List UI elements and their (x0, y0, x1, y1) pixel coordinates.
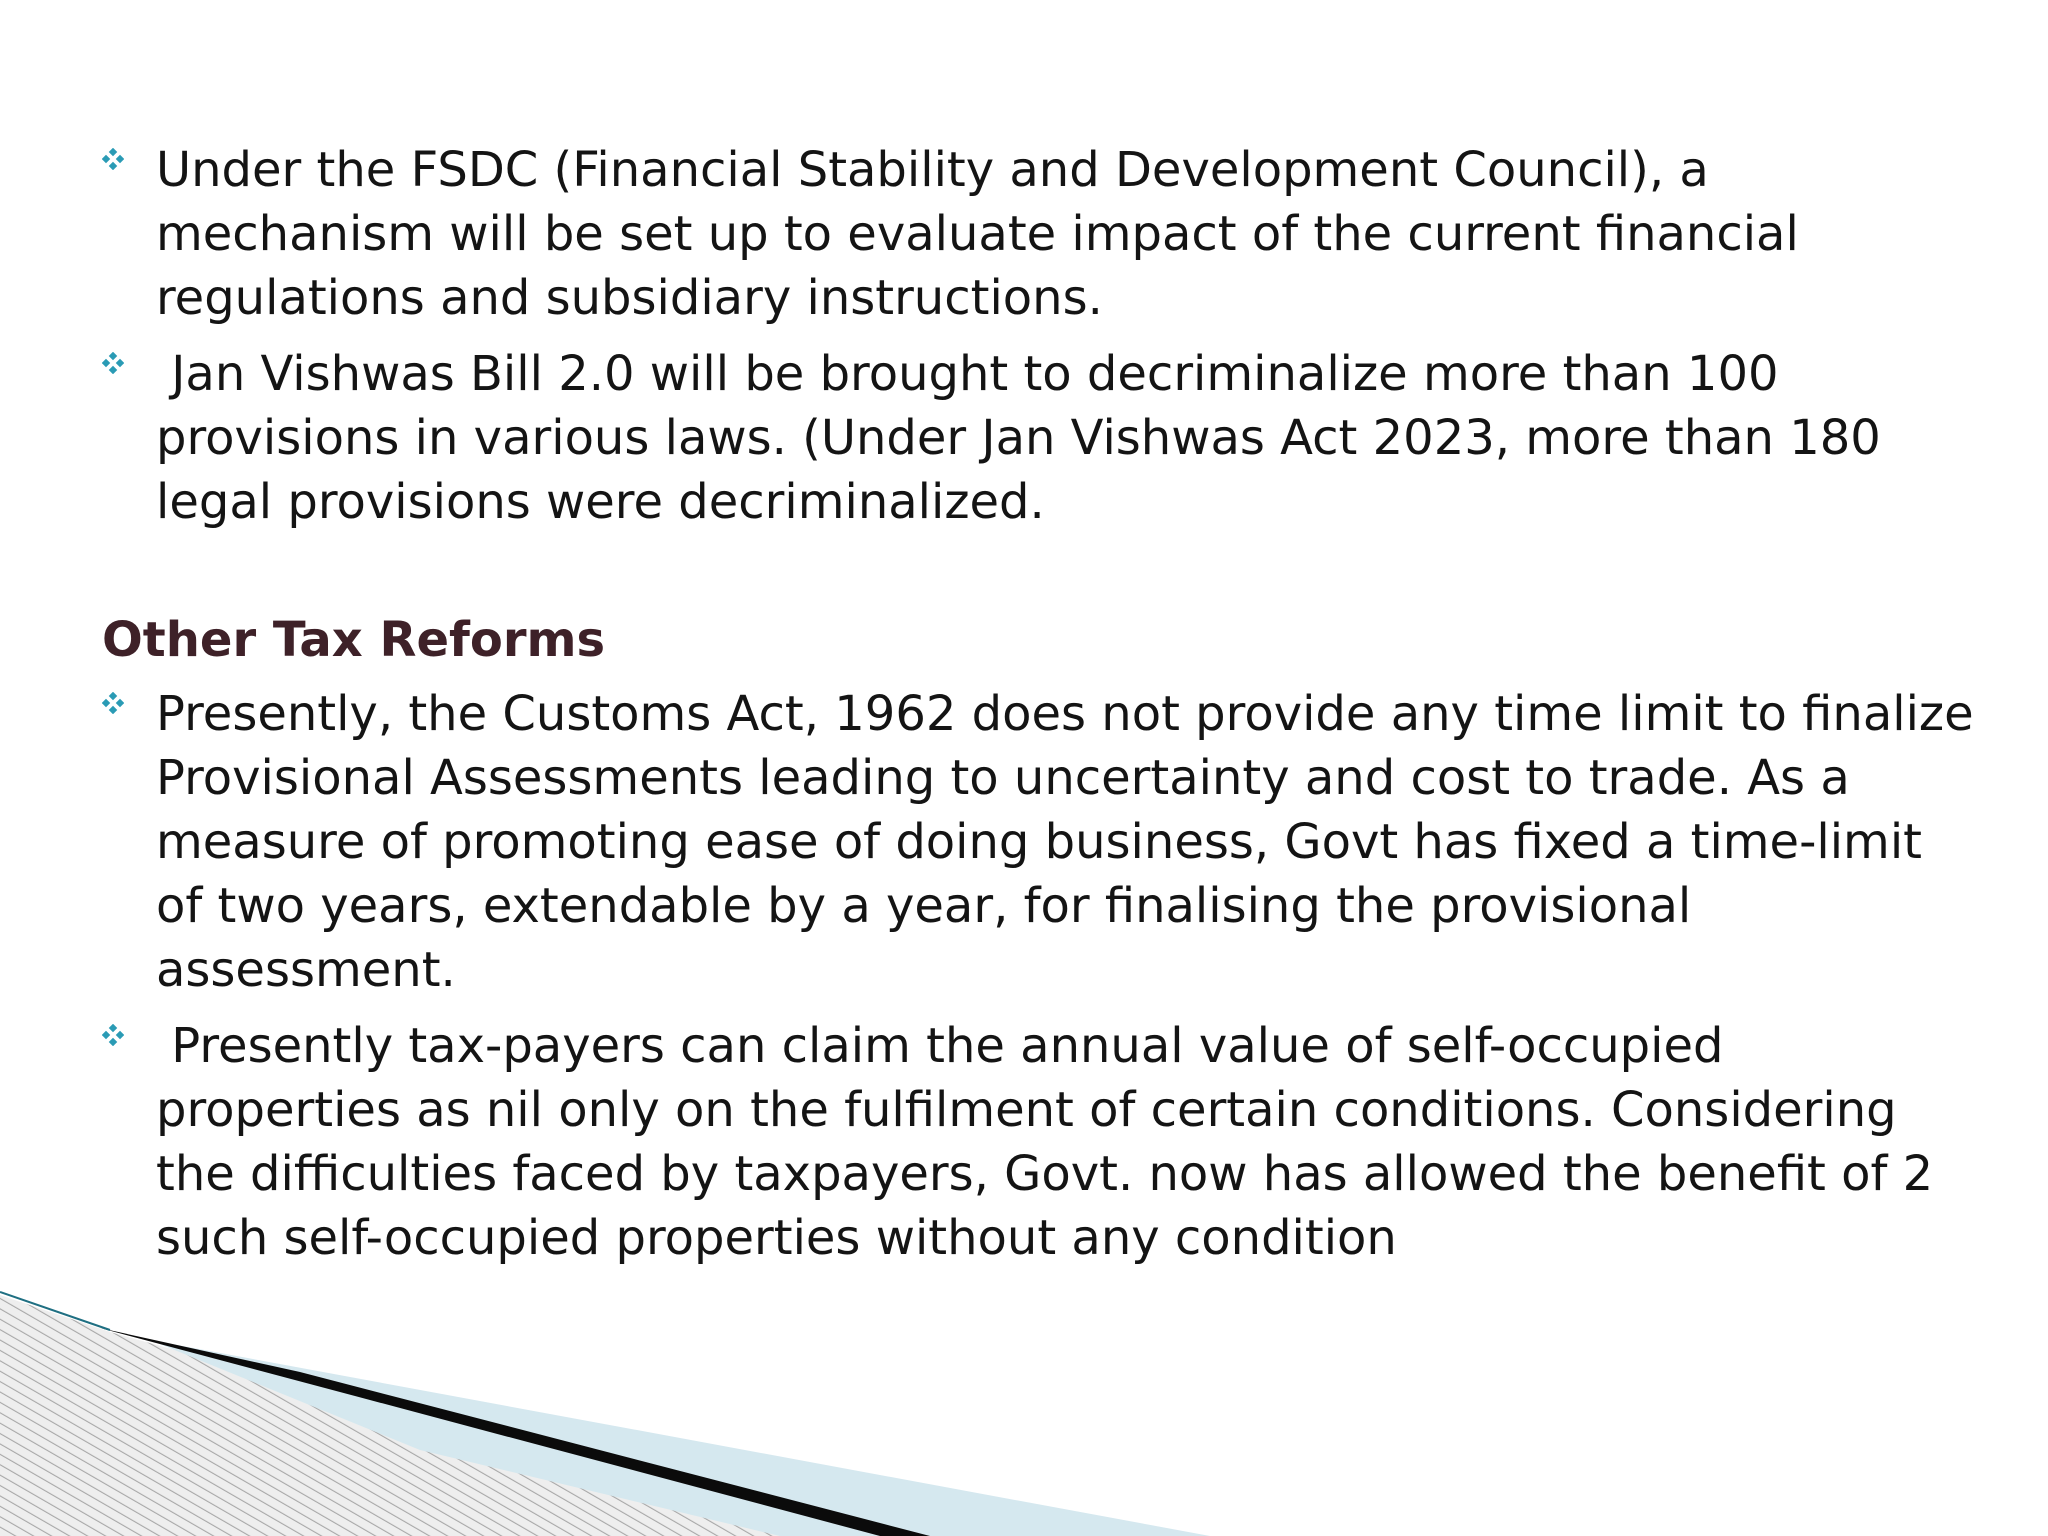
bullet-item (102, 1014, 1982, 1270)
four-diamond-bullet-icon (102, 352, 124, 374)
bullet-item (102, 682, 1982, 1002)
bullet-list-bottom (102, 682, 1982, 1270)
bullet-item (102, 342, 1982, 534)
bullet-list-top (102, 138, 1982, 534)
bullet-item (102, 138, 1982, 330)
four-diamond-bullet-icon (102, 1024, 124, 1046)
four-diamond-bullet-icon (102, 692, 124, 714)
bullet-text: Under the FSDC (Financial Stability and Development Council), a mechanism will be set up to evaluate impact of the current financial regulations and subsidiary instructions. (156, 142, 1799, 326)
bullet-text: Jan Vishwas Bill 2.0 will be brought to decriminalize more than 100 provisions in various laws. (Under Jan Vishwas Act 2023, more than 180 legal provisions were decriminalized. (156, 346, 1897, 530)
section-heading: Other Tax Reforms (102, 612, 606, 668)
slide-content (102, 138, 1982, 1282)
bullet-text: Presently, the Customs Act, 1962 does not provide any time limit to finalize Provisional Assessments leading to uncertainty and cost to trade. As a measure of promoting ease of doing business, Govt has fixed a time-limit of two years, extendable by a year, for finalising the provisional assessment. (156, 686, 1974, 998)
bullet-text: Presently tax-payers can claim the annual value of self-occupied properties as nil only on the fulfilment of certain conditions. Considering the difficulties faced by taxpayers, Govt. now has allowed the benefit of 2 such self-occupied properties without any condition (156, 1018, 1949, 1266)
four-diamond-bullet-icon (102, 148, 124, 170)
